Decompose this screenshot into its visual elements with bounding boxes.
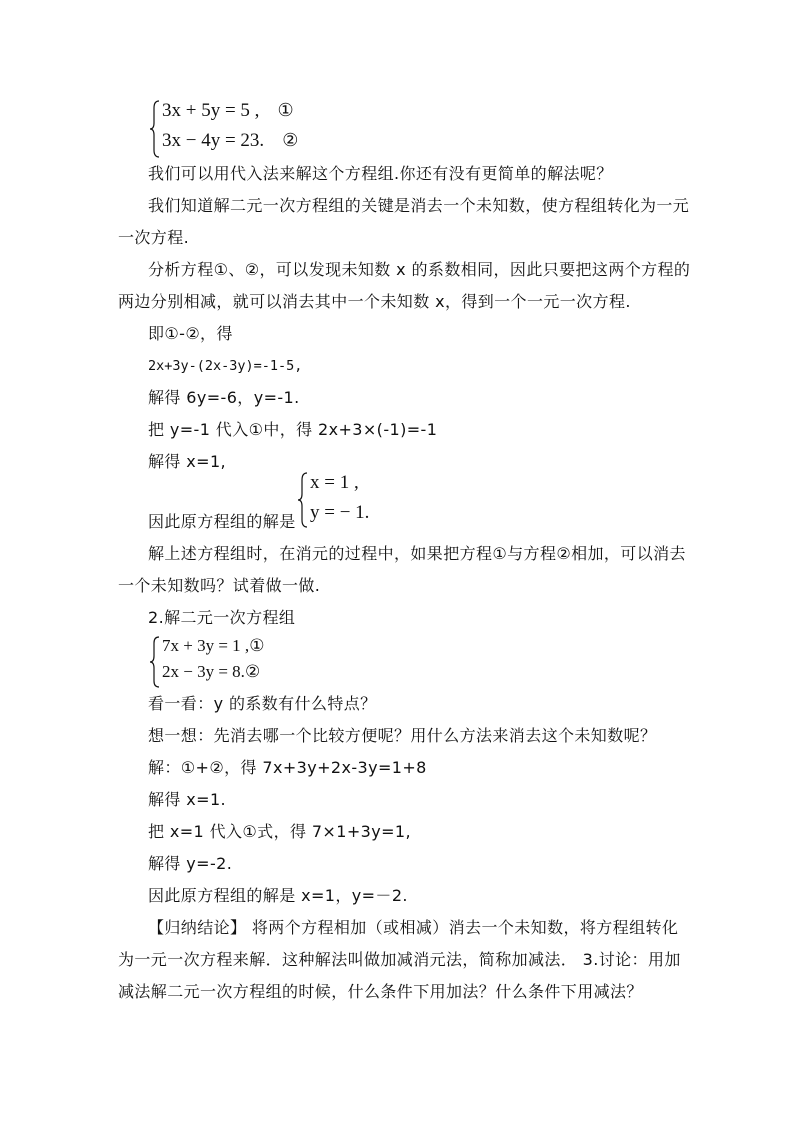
discussion-line: 减法解二元一次方程组的时候，什么条件下用加法？什么条件下用减法？ bbox=[118, 982, 643, 1001]
equation-system-1 bbox=[150, 100, 350, 158]
text-line: 想一想：先消去哪一个比较方便呢？用什么方法来消去这个未知数呢？ bbox=[148, 726, 657, 745]
equation-line: 2x+3y-(2x-3y)=-1-5, bbox=[148, 358, 303, 374]
text-line: 解得 x=1. bbox=[148, 790, 227, 809]
solution-system-1 bbox=[298, 472, 418, 528]
text-line: 解：①+②，得 7x+3y+2x-3y=1+8 bbox=[148, 758, 427, 777]
text-line: 因此原方程组的解是 x=1，y=－2. bbox=[148, 886, 408, 905]
solution-1-equation-2: y = − 1. bbox=[310, 502, 370, 523]
text-line: 我们可以用代入法来解这个方程组.你还有没有更简单的解法呢？ bbox=[148, 164, 613, 183]
system-1-equation-1: 3x + 5y = 5 , ① bbox=[162, 100, 294, 121]
text-line: 一次方程. bbox=[118, 228, 190, 247]
text-line: 解得 6y=-6，y=-1. bbox=[148, 388, 300, 407]
brace-icon bbox=[298, 472, 308, 528]
system-2-equation-2: 2x − 3y = 8.② bbox=[162, 662, 261, 682]
text-line: 把 x=1 代入①式，得 7×1+3y=1, bbox=[148, 822, 411, 841]
system-2-equation-1: 7x + 3y = 1 ,① bbox=[162, 636, 265, 656]
equation-system-2 bbox=[150, 636, 350, 688]
brace-icon bbox=[150, 636, 160, 688]
text-line: 2.解二元一次方程组 bbox=[148, 608, 296, 627]
text-line: 解上述方程组时，在消元的过程中，如果把方程①与方程②相加，可以消去 bbox=[148, 544, 686, 563]
text-line: 解得 y=-2. bbox=[148, 854, 233, 873]
text-line: 两边分别相减，就可以消去其中一个未知数 x，得到一个一元一次方程. bbox=[118, 292, 631, 311]
text-line: 我们知道解二元一次方程组的关键是消去一个未知数，使方程组转化为一元 bbox=[148, 196, 690, 215]
text-line: 因此原方程组的解是 bbox=[148, 512, 296, 531]
text-line: 把 y=-1 代入①中，得 2x+3×(-1)=-1 bbox=[148, 420, 438, 439]
conclusion-line: 【归纳结论】 将两个方程相加（或相减）消去一个未知数，将方程组转化 bbox=[148, 918, 679, 937]
text-line: 一个未知数吗？试着做一做. bbox=[118, 576, 321, 595]
solution-1-equation-1: x = 1 , bbox=[310, 472, 359, 493]
conclusion-line: 为一元一次方程来解．这种解法叫做加减消元法，简称加减法． 3.讨论：用加 bbox=[118, 950, 681, 969]
brace-icon bbox=[150, 100, 160, 158]
text-line: 看一看：y 的系数有什么特点？ bbox=[148, 694, 377, 713]
system-1-equation-2: 3x − 4y = 23. ② bbox=[162, 130, 299, 151]
text-line: 即①-②，得 bbox=[148, 324, 233, 343]
text-line: 解得 x=1, bbox=[148, 452, 227, 471]
text-line: 分析方程①、②，可以发现未知数 x 的系数相同，因此只要把这两个方程的 bbox=[148, 260, 691, 279]
